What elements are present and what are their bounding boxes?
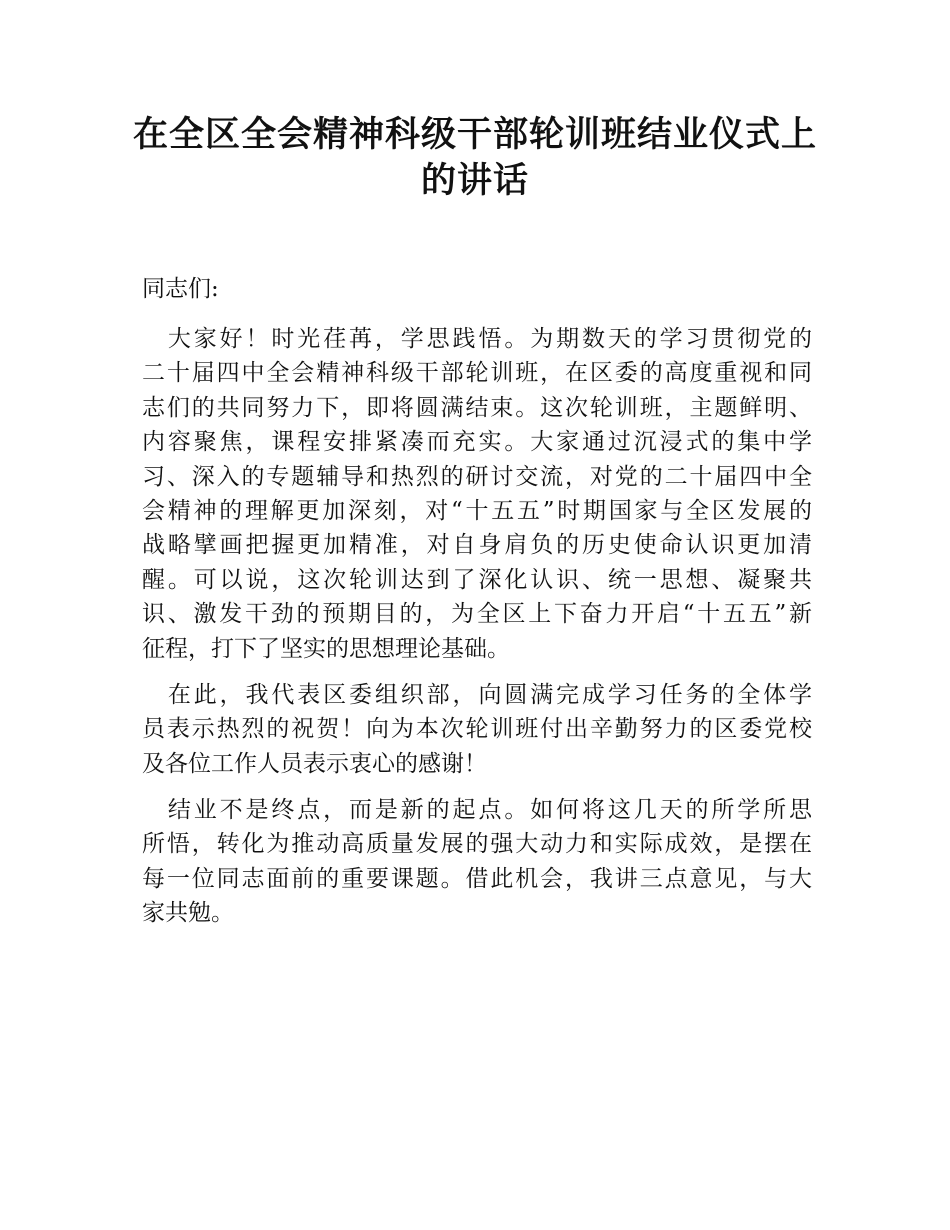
paragraph-line: 每一位同志面前的重要课题。借此机会，我讲三点意见，与大 bbox=[142, 865, 812, 892]
title-line: 在全区全会精神科级干部轮训班结业仪式上 bbox=[132, 114, 817, 155]
paragraph-line: 及各位工作人员表示衷心的感谢！ bbox=[142, 750, 487, 777]
paragraph-line: 战略擘画把握更加精准，对自身肩负的历史使命认识更加清 bbox=[142, 532, 812, 559]
paragraph-line: 在此，我代表区委组织部，向圆满完成学习任务的全体学 bbox=[142, 681, 812, 708]
paragraph-line: 会精神的理解更加深刻，对“十五五”时期国家与全区发展的 bbox=[142, 497, 812, 524]
paragraph bbox=[142, 322, 812, 666]
paragraph-line: 所悟，转化为推动高质量发展的强大动力和实际成效，是摆在 bbox=[142, 831, 812, 858]
paragraph bbox=[142, 793, 812, 931]
paragraph-line: 习、深入的专题辅导和热烈的研讨交流，对党的二十届四中全 bbox=[142, 463, 812, 490]
document-body bbox=[142, 322, 812, 943]
paragraph-line: 员表示热烈的祝贺！向为本次轮训班付出辛勤努力的区委党校 bbox=[142, 716, 812, 743]
paragraph-line: 识、激发干劲的预期目的，为全区上下奋力开启“十五五”新 bbox=[142, 601, 812, 628]
document-title bbox=[0, 112, 950, 204]
title-line: 的讲话 bbox=[420, 160, 529, 201]
salutation: 同志们: bbox=[142, 276, 219, 302]
paragraph-line: 醒。可以说，这次轮训达到了深化认识、统一思想、凝聚共 bbox=[142, 566, 812, 593]
paragraph-line: 二十届四中全会精神科级干部轮训班，在区委的高度重视和同 bbox=[142, 360, 812, 387]
paragraph-line: 大家好！时光荏苒，学思践悟。为期数天的学习贯彻党的 bbox=[142, 326, 812, 352]
paragraph bbox=[142, 678, 812, 781]
paragraph-line: 征程，打下了坚实的思想理论基础。 bbox=[142, 635, 510, 662]
paragraph-line: 内容聚焦，课程安排紧凑而充实。大家通过沉浸式的集中学 bbox=[142, 429, 812, 456]
paragraph-line: 志们的共同努力下，即将圆满结束。这次轮训班，主题鲜明、 bbox=[142, 394, 812, 421]
paragraph-line: 结业不是终点，而是新的起点。如何将这几天的所学所思 bbox=[142, 797, 812, 824]
paragraph-line: 家共勉。 bbox=[142, 900, 234, 927]
